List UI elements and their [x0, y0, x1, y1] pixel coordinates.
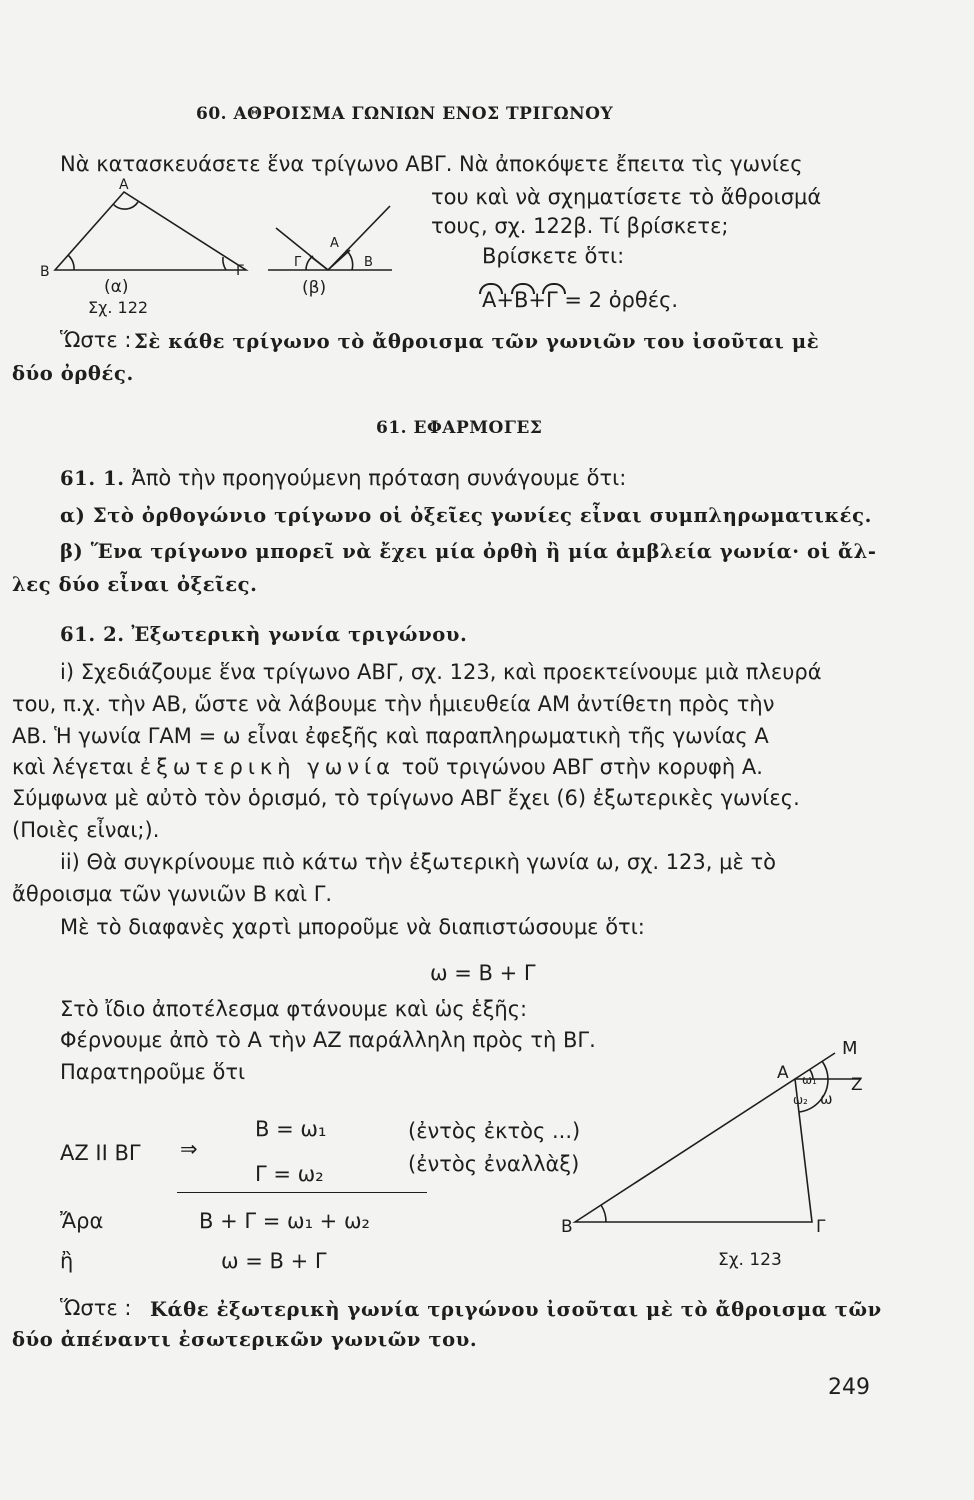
text-line: Φέρνουμε ἀπὸ τὸ Α τὴν ΑΖ παράλληλη πρὸς τὴ ΒΓ.: [60, 1028, 596, 1052]
vertex-a-label: Α: [119, 177, 129, 193]
conclusion-60: Σὲ κάθε τρίγωνο τὸ ἄθροισμα τῶν γωνιῶν του ἰσοῦται μὲ: [134, 330, 820, 353]
text-line: Παρατηροῦμε ὅτι: [60, 1060, 246, 1084]
omega-label: ω: [820, 1090, 833, 1108]
ωστε-label-2: Ὥστε :: [60, 1296, 132, 1320]
fig-123-caption: Σχ. 123: [718, 1250, 782, 1270]
paragraph-61-1: 61. 1. Ἀπὸ τὴν προηγούμενη πρόταση συνάγουμε ὅτι:: [60, 466, 627, 490]
page-number: 249: [828, 1375, 870, 1400]
i-label: ἢ: [60, 1249, 74, 1273]
conclusion-60-cont: δύο ὀρθές.: [12, 362, 134, 385]
eq-b-note: (ἐντὸς ἐκτὸς ...): [408, 1119, 581, 1143]
implies-arrow: ⇒: [180, 1137, 198, 1161]
angle-sum-formula: Α+Β+Γ = 2 ὀρθές.: [482, 288, 679, 312]
eq-final: ω = Β + Γ: [221, 1249, 327, 1273]
text-line: Νὰ κατασκευάσετε ἕνα τρίγωνο ΑΒΓ. Νὰ ἀποκόψετε ἔπειτα τὶς γωνίες: [60, 152, 803, 176]
vertex-b-label: Β: [40, 264, 50, 280]
point-z-label: Ζ: [851, 1075, 863, 1095]
omega1-label: ω₁: [802, 1073, 817, 1087]
text-line: Στὸ ἴδιο ἀποτέλεσμα φτάνουμε καὶ ὡς ἑξῆς:: [60, 997, 528, 1021]
item-b-cont: λες δύο εἶναι ὀξεῖες.: [12, 573, 258, 596]
angle-arc-w1: [822, 1061, 828, 1079]
ωστε-label: Ὥστε :: [60, 328, 132, 352]
text-line: Βρίσκετε ὅτι:: [482, 244, 625, 268]
text-line: Σύμφωνα μὲ αὐτὸ τὸν ὁρισμό, τὸ τρίγωνο ΑΒΓ ἔχει (6) ἐξωτερικὲς γωνίες.: [12, 786, 800, 810]
copy-b-label: Β: [364, 255, 373, 270]
angle-arc-b: [601, 1205, 606, 1222]
point-m-label: Μ: [842, 1038, 858, 1059]
text-line: τους, σχ. 122β. Τί βρίσκετε;: [431, 214, 729, 238]
eq-g-w2: Γ = ω₂: [255, 1162, 324, 1186]
text-line: ἄθροισμα τῶν γωνιῶν Β καὶ Γ.: [12, 882, 333, 906]
parallel-statement: ΑΖ ΙΙ ΒΓ: [60, 1141, 141, 1165]
copy-a-label: Α: [330, 236, 339, 251]
text-line: Μὲ τὸ διαφανὲς χαρτὶ μποροῦμε νὰ διαπιστώσουμε ὅτι:: [60, 915, 645, 939]
ara-label: Ἄρα: [60, 1209, 104, 1233]
paragraph-61-2: 61. 2. Ἐξωτερικὴ γωνία τριγώνου.: [60, 623, 468, 646]
formula-omega: ω = Β + Γ: [430, 961, 536, 985]
text-line: του, π.χ. τὴν ΑΒ, ὥστε νὰ λάβουμε τὴν ἡμιευθεία ΑΜ ἀντίθετη πρὸς τὴν: [12, 692, 775, 716]
section-60-heading: 60. ΑΘΡΟΙΣΜΑ ΓΩΝΙΩΝ ΕΝΟΣ ΤΡΙΓΩΝΟΥ: [196, 104, 614, 124]
point-b-label: Β: [561, 1217, 573, 1237]
omega2-label: ω₂: [793, 1093, 808, 1107]
point-g-label: Γ: [816, 1217, 826, 1237]
item-b: β) Ἕνα τρίγωνο μπορεῖ νὰ ἔχει μία ὀρθὴ ἢ μία ἀμβλεία γωνία· οἱ ἄλ-: [60, 540, 877, 563]
text-line: του καὶ νὰ σχηματίσετε τὸ ἄθροισμά: [431, 185, 822, 209]
label-b: (β): [302, 278, 327, 298]
text-line: καὶ λέγεται ἐξωτερικὴ γωνία τοῦ τριγώνου ΑΒΓ στὴν κορυφὴ Α.: [12, 755, 763, 779]
section-61-heading: 61. ΕΦΑΡΜΟΓΕΣ: [376, 418, 543, 438]
text-line: i) Σχεδιάζουμε ἕνα τρίγωνο ΑΒΓ, σχ. 123, καὶ προεκτείνουμε μιὰ πλευρά: [60, 660, 822, 684]
text-line: ii) Θὰ συγκρίνουμε πιὸ κάτω τὴν ἐξωτερικὴ γωνία ω, σχ. 123, μὲ τὸ: [60, 850, 776, 874]
final-conclusion: Κάθε ἐξωτερικὴ γωνία τριγώνου ἰσοῦται μὲ τὸ ἄθροισμα τῶν: [150, 1298, 882, 1321]
vertex-g-label: Γ: [236, 263, 244, 279]
point-a-label: Α: [777, 1063, 789, 1083]
text-line: ΑΒ. Ἡ γωνία ΓΑΜ = ω εἶναι ἐφεξῆς καὶ παραπληρωματικὴ τῆς γωνίας Α: [12, 724, 769, 748]
eq-sum: Β + Γ = ω₁ + ω₂: [199, 1209, 370, 1233]
copy-g-label: Γ: [294, 255, 302, 270]
text-line: (Ποιὲς εἶναι;).: [12, 818, 160, 842]
item-a: α) Στὸ ὀρθογώνιο τρίγωνο οἱ ὀξεῖες γωνίες εἶναι συμπληρωματικές.: [60, 504, 872, 527]
final-conclusion-cont: δύο ἀπέναντι ἐσωτερικῶν γωνιῶν του.: [12, 1328, 478, 1351]
label-a: (α): [104, 277, 129, 297]
fig-122-caption: Σχ. 122: [88, 298, 149, 317]
eq-g-note: (ἐντὸς ἐναλλὰξ): [408, 1152, 580, 1176]
eq-b-w1: Β = ω₁: [255, 1117, 327, 1141]
triangle-abg: [575, 1079, 812, 1222]
